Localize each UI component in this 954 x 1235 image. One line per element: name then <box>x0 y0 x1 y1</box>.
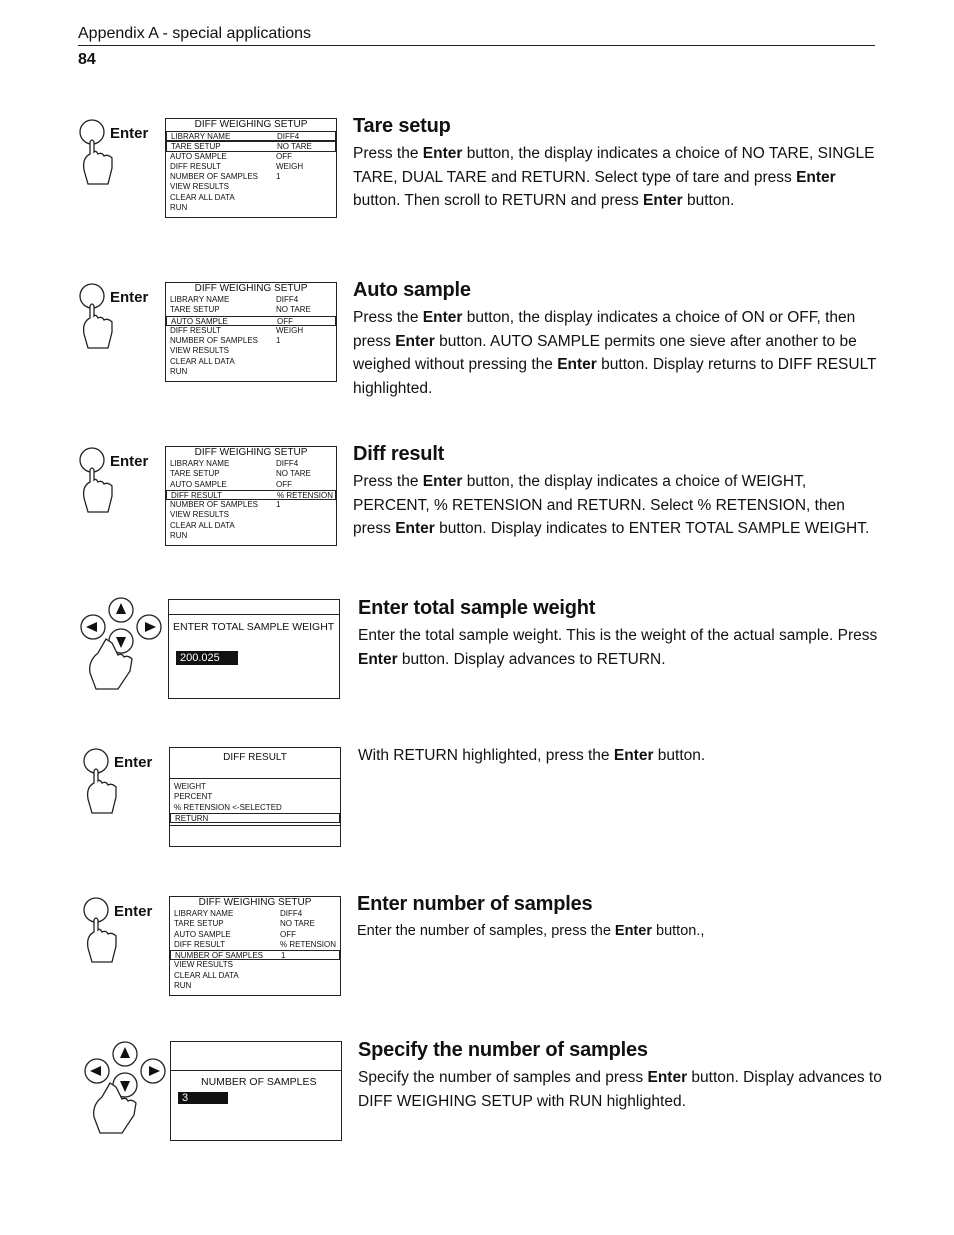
menu-row: LIBRARY NAME DIFF4 <box>170 295 299 304</box>
samples-entry-display <box>170 1041 342 1141</box>
menu-row-selected: AUTO SAMPLE OFF <box>166 316 336 326</box>
menu-row: CLEAR ALL DATA <box>170 520 235 530</box>
diff-result-display <box>169 747 341 847</box>
result-option: WEIGHT <box>174 782 206 791</box>
menu-row: NUMBER OF SAMPLES 1 <box>170 172 281 182</box>
menu-row: CLEAR ALL DATA <box>170 192 235 202</box>
menu-row: LIBRARY NAME DIFF4 <box>170 459 299 468</box>
menu-row: CLEAR ALL DATA <box>174 970 239 980</box>
menu-row: AUTO SAMPLE OFF <box>170 479 292 489</box>
menu-row: NUMBER OF SAMPLES 1 <box>170 336 281 346</box>
menu-row-selected: NUMBER OF SAMPLES 1 <box>170 950 340 960</box>
menu-row: RUN <box>174 981 192 991</box>
page-number: 84 <box>78 51 96 68</box>
menu-row: DIFF RESULT WEIGH <box>170 325 304 335</box>
section-body: Press the Enter button, the display indicates a choice of ON or OFF, then press Enter button. AUTO SAMPLE permits one sieve after another to be weighed without pressing the Enter button. Display returns to DIFF RESULT highlighted. <box>353 309 877 397</box>
section-title: Enter total sample weight <box>358 597 596 619</box>
menu-row: LIBRARY NAME DIFF4 <box>174 909 303 918</box>
number-of-samples-section <box>357 892 882 944</box>
setup-display <box>169 896 341 996</box>
enter-button-label[interactable]: Enter <box>110 289 149 306</box>
menu-row: AUTO SAMPLE OFF <box>170 151 292 161</box>
tare-setup-section <box>353 114 878 213</box>
enter-button-label[interactable]: Enter <box>110 453 149 470</box>
menu-row-selected: TARE SETUP NO TARE <box>166 141 336 151</box>
section-body: Press the Enter button, the display indicates a choice of NO TARE, SINGLE TARE, DUAL TARE and RETURN. Select type of tare and press Enter button. Then scroll to RETURN and press Enter button. <box>353 145 875 209</box>
header-divider <box>78 45 875 46</box>
setup-display <box>165 446 337 546</box>
section-title: Tare setup <box>353 115 451 137</box>
section-title: Enter number of samples <box>357 893 593 915</box>
display-title: DIFF WEIGHING SETUP <box>198 897 312 908</box>
menu-row: DIFF RESULT % RETENSION <box>174 939 337 949</box>
setup-display <box>165 118 337 218</box>
result-option: PERCENT <box>174 792 213 802</box>
samples-value-input[interactable]: 3 <box>178 1092 228 1104</box>
samples-prompt: NUMBER OF SAMPLES <box>201 1076 317 1088</box>
section-header: Appendix A - special applications <box>78 25 312 42</box>
menu-row: TARE SETUP NO TARE <box>174 919 315 929</box>
weight-prompt: ENTER TOTAL SAMPLE WEIGHT <box>173 621 335 633</box>
weight-entry-display <box>168 599 340 699</box>
specify-samples-section <box>358 1038 883 1113</box>
menu-row: TARE SETUP NO TARE <box>170 305 311 315</box>
section-title: Diff result <box>353 443 445 465</box>
result-option: % RETENSION <-SELECTED <box>174 802 282 812</box>
display-title-bar <box>171 1042 341 1071</box>
total-weight-section <box>358 596 883 671</box>
enter-button-label[interactable]: Enter <box>114 754 153 771</box>
enter-button-label[interactable]: Enter <box>114 903 153 920</box>
weight-value-input[interactable]: 200.025 <box>176 651 238 665</box>
display-title-bar <box>169 600 339 615</box>
diff-result-section <box>353 442 878 541</box>
result-option-selected: RETURN <box>170 813 340 823</box>
menu-row: NUMBER OF SAMPLES 1 <box>170 500 281 510</box>
menu-row: VIEW RESULTS <box>170 510 229 520</box>
menu-row: RUN <box>170 531 188 541</box>
arrow-keypad <box>82 1041 170 1136</box>
auto-sample-section <box>353 278 878 400</box>
menu-row: CLEAR ALL DATA <box>170 356 235 366</box>
display-title: DIFF WEIGHING SETUP <box>194 447 308 458</box>
menu-row: VIEW RESULTS <box>170 182 229 192</box>
display-title: DIFF WEIGHING SETUP <box>194 119 308 130</box>
section-body: Specify the number of samples and press Enter button. Display advances to DIFF WEIGHING SETUP with RUN highlighted. <box>358 1069 882 1110</box>
menu-row: LIBRARY NAME DIFF4 <box>166 131 336 141</box>
menu-row: TARE SETUP NO TARE <box>170 469 311 479</box>
menu-row: RUN <box>170 367 188 377</box>
return-instruction <box>358 740 883 768</box>
section-body: Press the Enter button, the display indicates a choice of WEIGHT, PERCENT, % RETENSION and RETURN. Select % RETENSION, then press Enter button. Display indicates to ENTER TOTAL SAMPLE WEIGHT. <box>353 473 870 537</box>
menu-row: RUN <box>170 203 188 213</box>
result-options <box>170 782 340 823</box>
enter-button-label[interactable]: Enter <box>110 125 149 142</box>
menu-row-selected: DIFF RESULT % RETENSION <box>166 490 336 500</box>
menu-row: VIEW RESULTS <box>174 960 233 970</box>
section-body: Enter the total sample weight. This is the weight of the actual sample. Press Enter button. Display advances to RETURN. <box>358 627 878 668</box>
display-divider <box>170 825 340 826</box>
setup-display <box>165 282 337 382</box>
menu-row: AUTO SAMPLE OFF <box>174 929 296 939</box>
menu-row: DIFF RESULT WEIGH <box>170 161 304 171</box>
section-title: Specify the number of samples <box>358 1039 648 1061</box>
menu-row: VIEW RESULTS <box>170 346 229 356</box>
section-body: Enter the number of samples, press the Enter button., <box>357 923 705 939</box>
display-title: DIFF WEIGHING SETUP <box>194 283 308 294</box>
section-title: Auto sample <box>353 279 471 301</box>
arrow-keypad <box>78 595 166 690</box>
display-title: DIFF RESULT <box>170 748 340 779</box>
section-body: With RETURN highlighted, press the Enter button. <box>358 747 706 764</box>
